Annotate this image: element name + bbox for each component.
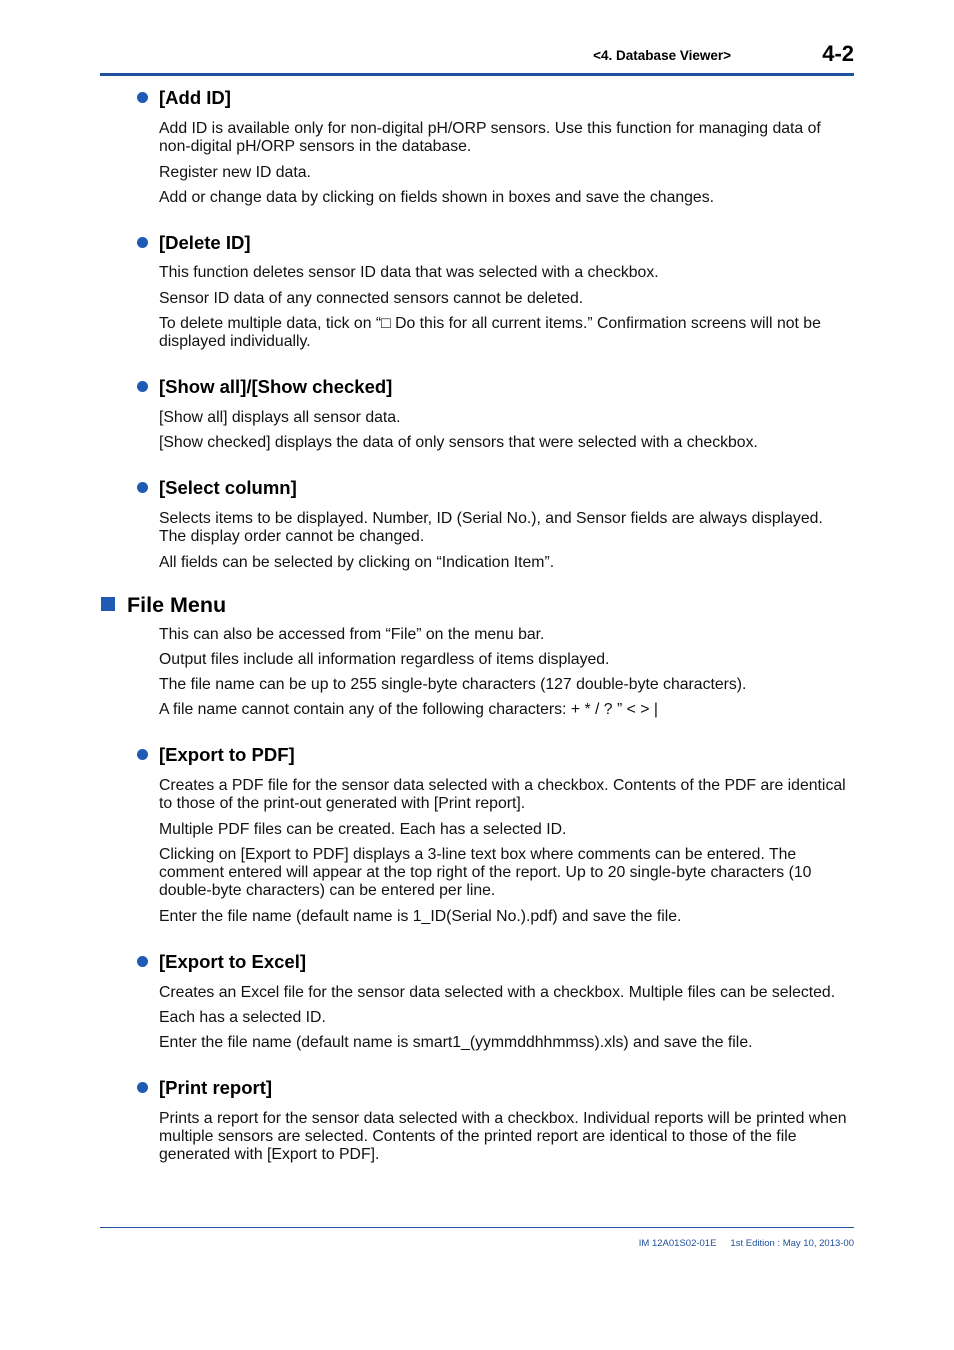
paragraph: Multiple PDF files can be created. Each has a selected ID. <box>159 821 567 838</box>
footer-doc-id: IM 12A01S02-01E <box>638 1238 717 1249</box>
section-heading-delete-id: [Delete ID] <box>137 232 251 254</box>
paragraph: Clicking on [Export to PDF] displays a 3-line text box where comments can be entered. The comment entered will appear at the top right of the report. Up to 20 single-byte characters (10 double-byte characters) can be entered per line. <box>159 846 812 899</box>
bullet-icon <box>137 92 148 103</box>
bullet-icon <box>137 381 148 392</box>
paragraph: Output files include all information regardless of items displayed. <box>159 651 610 668</box>
section-heading-add-id: [Add ID] <box>137 87 231 109</box>
paragraph: A file name cannot contain any of the following characters: + * / ? ” < > | <box>159 701 658 718</box>
section-heading-print-report: [Print report] <box>137 1077 272 1099</box>
section-heading-select-column: [Select column] <box>137 477 297 499</box>
paragraph: Creates a PDF file for the sensor data selected with a checkbox. Contents of the PDF are identical to those of the print-out generated with [Print report]. <box>159 777 846 812</box>
paragraph: Enter the file name (default name is 1_ID(Serial No.).pdf) and save the file. <box>159 908 682 925</box>
bullet-icon <box>137 482 148 493</box>
header-rule <box>100 73 854 76</box>
paragraph: Add ID is available only for non-digital pH/ORP sensors. Use this function for managing data of non-digital pH/ORP sensors in the database. <box>159 120 821 155</box>
paragraph: Enter the file name (default name is smart1_(yymmddhhmmss).xls) and save the file. <box>159 1034 753 1051</box>
paragraph: This function deletes sensor ID data that was selected with a checkbox. <box>159 264 659 281</box>
paragraph: [Show checked] displays the data of only sensors that were selected with a checkbox. <box>159 434 758 451</box>
page-number: 4-2 <box>822 41 854 66</box>
bullet-icon <box>137 956 148 967</box>
paragraph: [Show all] displays all sensor data. <box>159 409 401 426</box>
section-heading-show-all: [Show all]/[Show checked] <box>137 376 392 398</box>
bullet-icon <box>137 237 148 248</box>
paragraph: Register new ID data. <box>159 164 311 181</box>
footer-rule <box>100 1227 854 1228</box>
paragraph: Selects items to be displayed. Number, ID (Serial No.), and Sensor fields are always displayed. The display order cannot be changed. <box>159 510 823 545</box>
paragraph: Creates an Excel file for the sensor data selected with a checkbox. Multiple files can be selected. <box>159 984 836 1001</box>
section-heading-file-menu: File Menu <box>101 592 226 618</box>
footer <box>639 1238 854 1249</box>
bullet-icon <box>137 1082 148 1093</box>
paragraph: The file name can be up to 255 single-byte characters (127 double-byte characters). <box>159 676 747 693</box>
footer-edition: 1st Edition : May 10, 2013-00 <box>730 1238 854 1249</box>
section-heading-export-excel: [Export to Excel] <box>137 951 306 973</box>
paragraph: Add or change data by clicking on fields shown in boxes and save the changes. <box>159 189 715 206</box>
running-header-chapter: <4. Database Viewer> <box>593 48 731 63</box>
square-bullet-icon <box>101 597 115 611</box>
paragraph: Sensor ID data of any connected sensors cannot be deleted. <box>159 290 584 307</box>
section-heading-export-pdf: [Export to PDF] <box>137 744 295 766</box>
paragraph: Prints a report for the sensor data selected with a checkbox. Individual reports will be printed when multiple sensors are selected. Contents of the printed report are identical to those of the file generated with [Export to PDF]. <box>159 1110 847 1163</box>
paragraph: All fields can be selected by clicking on “Indication Item”. <box>159 554 555 571</box>
paragraph: To delete multiple data, tick on “□ Do this for all current items.” Confirmation screens will not be displayed individually. <box>159 315 821 350</box>
bullet-icon <box>137 749 148 760</box>
paragraph: This can also be accessed from “File” on the menu bar. <box>159 626 545 643</box>
paragraph: Each has a selected ID. <box>159 1009 326 1026</box>
